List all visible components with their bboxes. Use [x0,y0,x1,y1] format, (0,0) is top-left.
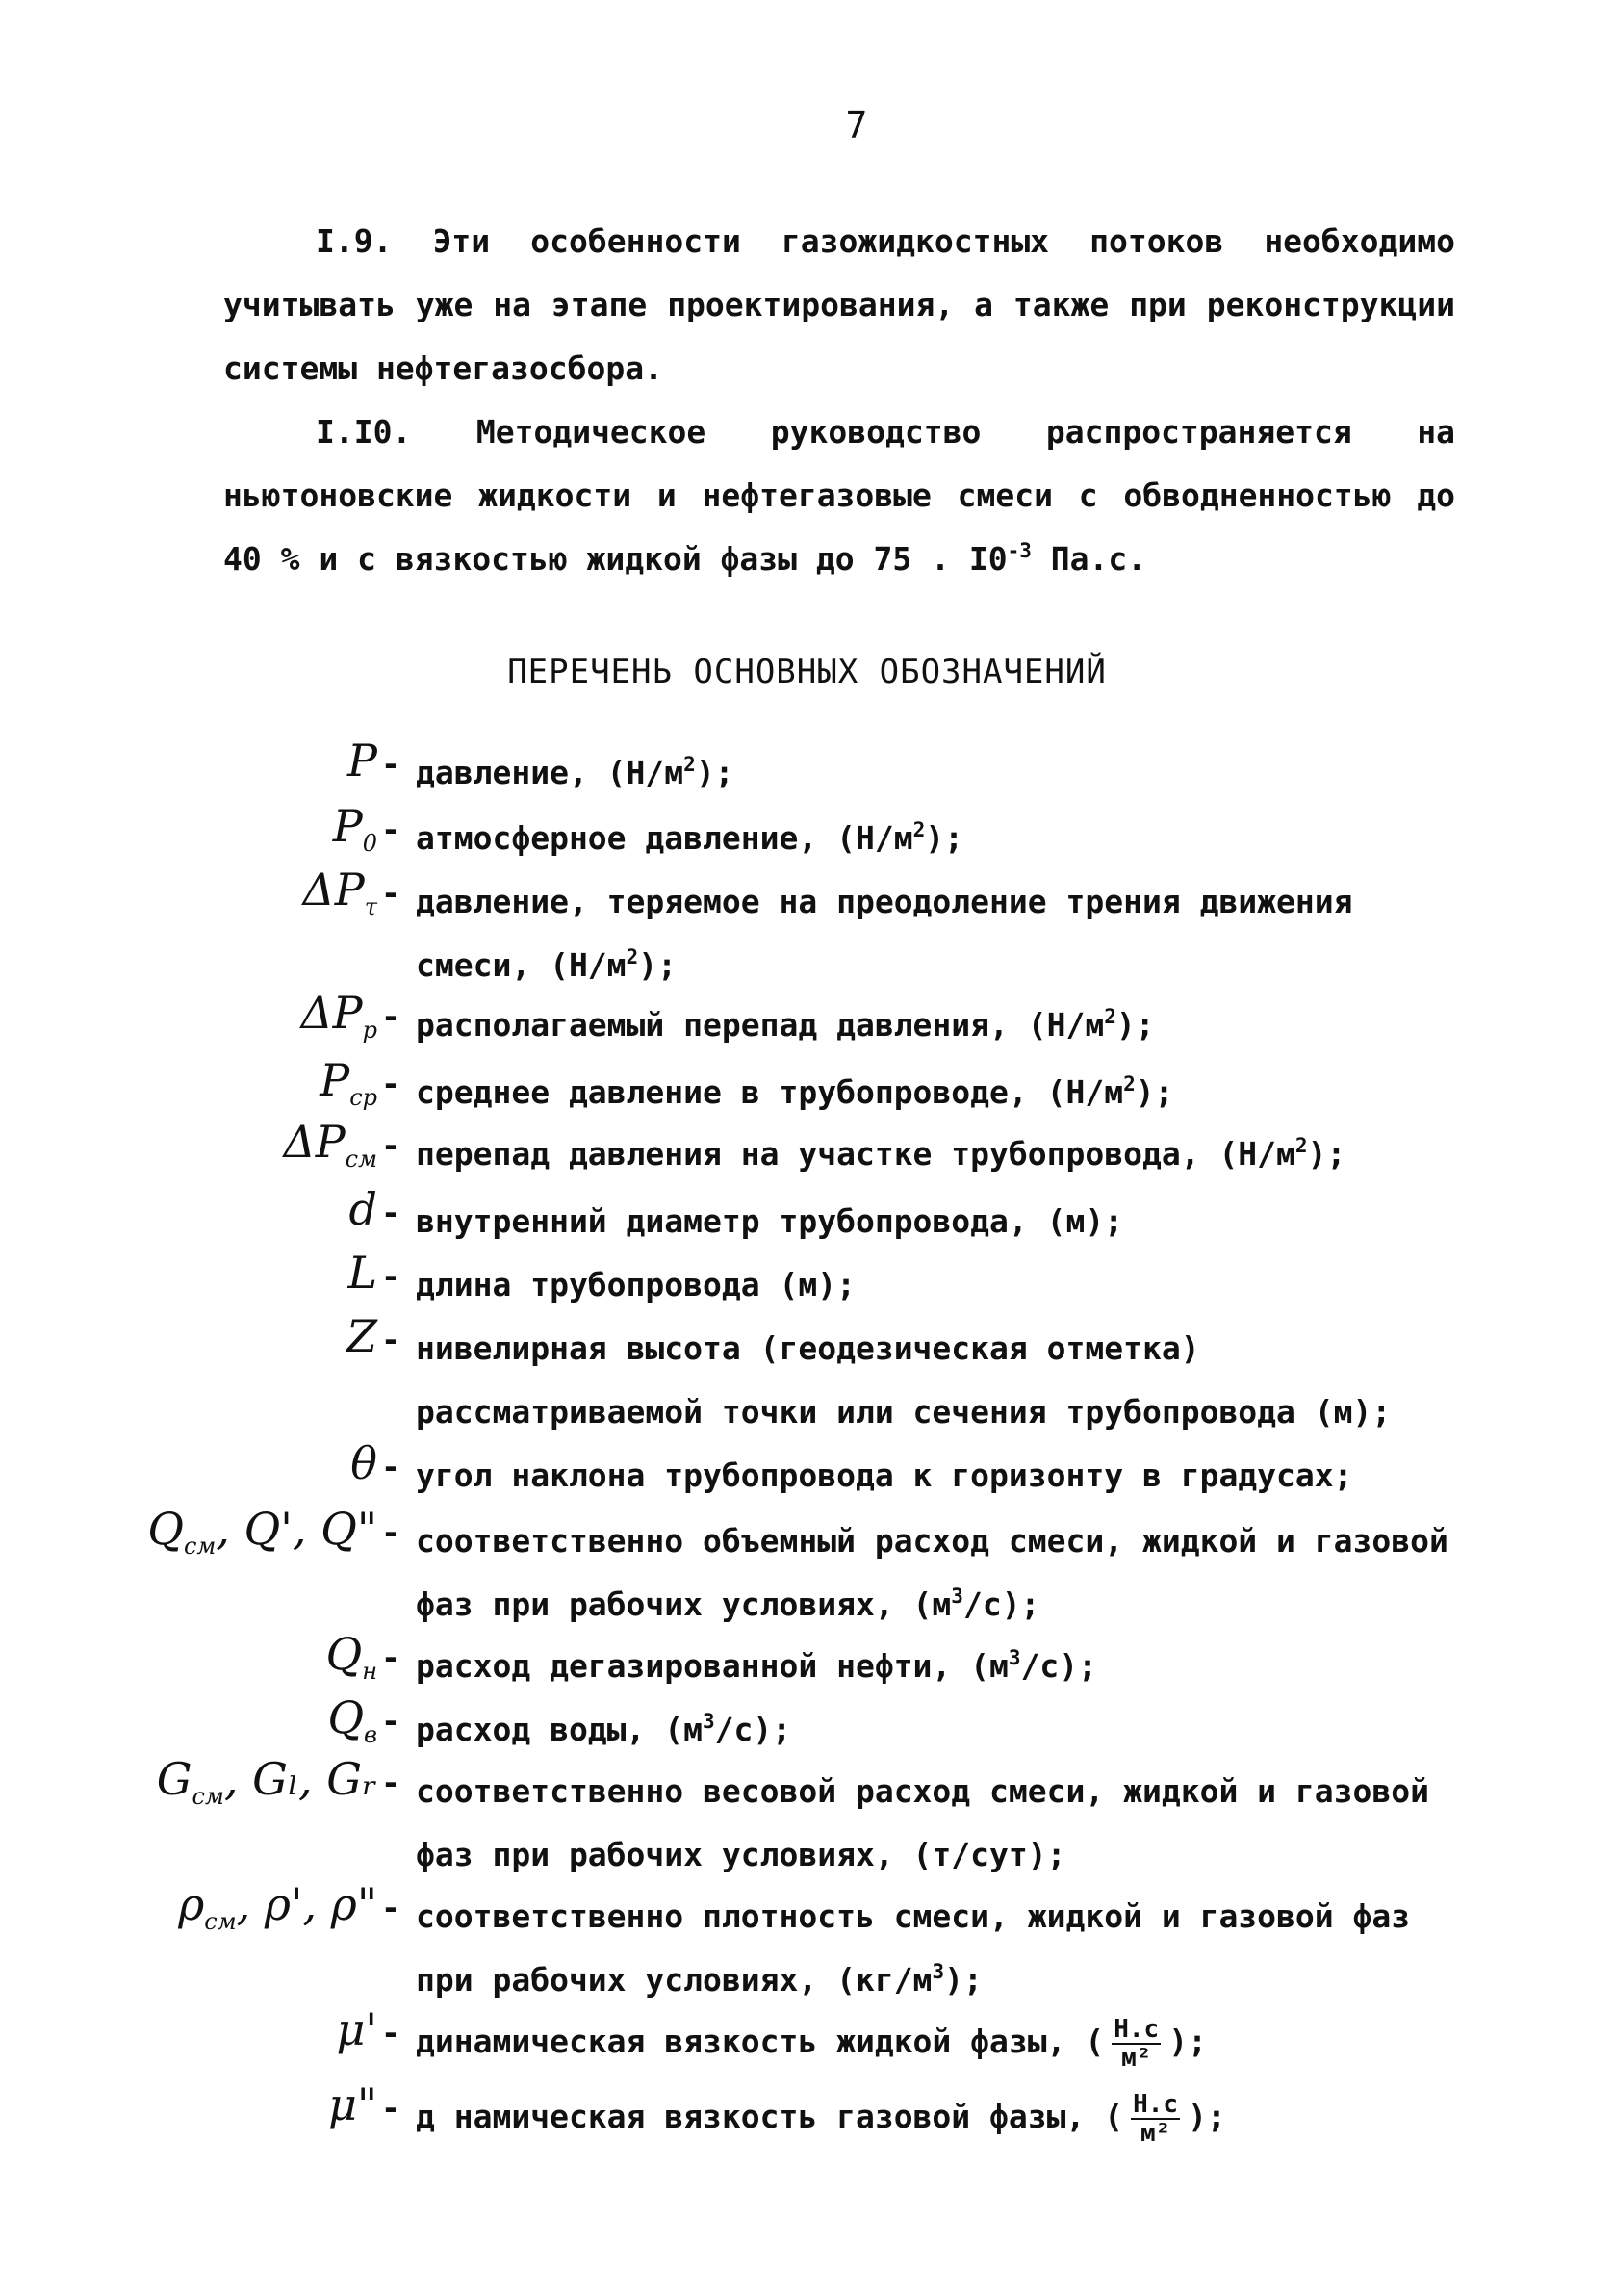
symbol [303,863,377,934]
symbol-subscript: н [362,1658,377,1686]
unit-exponent: 2 [1104,1005,1116,1028]
symbol-subscript: см [183,1533,217,1561]
symbol-subscript: τ [364,893,377,921]
unit-exponent: 2 [1294,1134,1308,1157]
symbol-main: Q [327,1691,365,1743]
definition-text [416,1635,1463,1698]
definition-text [416,2085,1463,2149]
definition-text-tail: ); [1188,2098,1226,2135]
definition-text-main: располагаемый перепад давления, (Н/м [416,1006,1105,1044]
symbol-main: ΔP [302,864,365,916]
symbol-main: μ" [327,2078,377,2130]
unit-fraction [1112,2016,1161,2072]
symbol [328,2077,377,2131]
symbol-main: Q [325,1628,363,1680]
definition-dash: - [381,1702,400,1740]
unit-exponent: 3 [1008,1646,1021,1669]
definition-text [416,1122,1463,1186]
symbol [333,799,377,870]
symbol [283,1115,377,1186]
definition-dash: - [381,2014,400,2051]
symbol-main: ΔP [300,987,363,1039]
fraction-numerator: Н.с [1133,2089,1179,2119]
unit-exponent: 2 [1123,1072,1136,1096]
definition-text [416,1190,1463,1253]
unit-fraction [1131,2091,1180,2147]
definition-dash: - [381,811,400,848]
definition-text [416,1253,1463,1317]
symbol-main: ΔP [283,1116,346,1168]
definition-text-main: давление, теряемое на преодоление трения движения смеси, (Н/м [416,883,1372,984]
definition-text-main: длина трубопровода (м); [416,1266,856,1303]
symbol-main: P [320,1054,350,1106]
definition-dash: - [381,1638,400,1676]
definition-text [416,1698,1463,1762]
unit-exponent: 3 [932,1960,945,1983]
symbol-main: L [347,1247,377,1299]
definition-dash: - [381,1764,400,1801]
symbol-main: θ [350,1437,377,1489]
definition-dash: - [381,874,400,912]
definition-text-main: угол наклона трубопровода к горизонту в градусах; [416,1457,1353,1494]
unit-exponent: 2 [626,945,639,968]
definition-dash: - [381,1448,400,1485]
definition-text-main: перепад давления на участке трубопровода, (Н/м [416,1135,1295,1173]
definition-dash: - [381,1194,400,1231]
symbol-subscript: см [192,1783,224,1811]
definition-text-main: динамическая вязкость жидкой фазы, ( [416,2023,1105,2060]
definition-text-main: расход дегазированной нефти, (м [416,1647,1009,1685]
definition-text-main: давление, (Н/м [416,754,684,791]
symbol-main: P [332,800,363,852]
symbol-subscript: в [364,1721,377,1749]
definition-text [416,1885,1463,2012]
definition-text-main: нивелирная высота (геодезическая отметка) рассматриваемой точки или сечения трубопровода (м); [416,1329,1392,1431]
definition-text [416,1444,1463,1508]
fraction-denominator: м² [1140,2118,1171,2148]
definition-text-tail: /с); [1020,1647,1098,1685]
definition-text-tail: /с); [962,1586,1040,1623]
definition-text [416,993,1463,1057]
definition-text [416,741,1463,805]
fraction-denominator: м² [1121,2043,1152,2073]
definition-text-tail: ); [1168,2023,1207,2060]
definition-text-tail: ); [925,819,963,857]
exponent: -3 [1007,539,1032,562]
definition-dash: - [381,1321,400,1358]
definition-text [416,1061,1463,1124]
definition-text-main: соответственно плотность смеси, жидкой и газовой фаз при рабочих условиях, (кг/м [416,1897,1429,1999]
symbol-main: Z [346,1310,377,1362]
definition-dash: - [381,1065,400,1102]
definition-text-tail: ); [1307,1135,1346,1173]
symbol [347,1246,377,1300]
symbol-subscript: р [362,1017,377,1045]
symbol-rest: , Q', Q" [216,1503,377,1555]
unit-exponent: 2 [683,753,696,776]
symbol [347,734,377,787]
symbol-subscript: см [345,1146,377,1174]
definition-text-main: соответственно объемный расход смеси, жидкой и газовой фаз при рабочих условиях, (м [416,1522,1468,1623]
fraction-numerator: Н.с [1114,2014,1160,2044]
definition-dash: - [381,1513,400,1551]
symbol-subscript: см [204,1908,237,1936]
definition-text [416,1509,1468,1637]
symbol [349,1182,377,1236]
definition-dash: - [381,745,400,783]
definition-text-main: внутренний диаметр трубопровода, (м); [416,1202,1124,1240]
definition-dash: - [381,1126,400,1164]
definition-text-tail: ); [944,1961,983,1999]
symbol [157,1752,377,1823]
definition-dash: - [381,1889,400,1926]
symbol-main: ρ [178,1878,205,1930]
definition-text-main: соответственно весовой расход смеси, жидкой и газовой фаз при рабочих условиях, (т/сут); [416,1772,1448,1873]
symbol-main: μ' [336,2003,377,2055]
definition-text [416,807,1463,870]
definition-text-tail: ); [695,754,734,791]
page-number: 7 [845,104,868,146]
definition-text-tail: ); [1135,1073,1174,1111]
paragraph-1-10-text: I.I0. Методическое руководство распространяется на ньютоновские жидкости и нефтегазовые смеси с обводненностью до 40 % и с вязкостью жидкой фазы до 75 . I0 [223,413,1474,578]
definition-dash: - [381,2089,400,2127]
unit-exponent: 3 [703,1710,715,1733]
definition-dash: - [381,997,400,1035]
definition-text-main: среднее давление в трубопроводе, (Н/м [416,1073,1124,1111]
definition-text-main: расход воды, (м [416,1711,704,1748]
unit-exponent: 3 [951,1585,963,1608]
definition-text-main: д намическая вязкость газовой фазы, ( [416,2098,1124,2135]
symbol [336,2002,377,2056]
symbol-main: Q [147,1503,184,1555]
definition-dash: - [381,1257,400,1295]
symbol-main: P [347,735,377,787]
symbol [178,1877,377,1948]
symbol [147,1502,377,1573]
symbol [346,1309,377,1363]
symbol-main: d [348,1183,377,1235]
symbol-rest: , ρ', ρ" [236,1878,377,1930]
definition-text-tail: ); [1115,1006,1155,1044]
definition-text-main: атмосферное давление, (Н/м [416,819,913,857]
symbol [350,1436,377,1490]
symbol-rest: , Gₗ, Gᵣ [223,1753,377,1805]
definition-text [416,1760,1463,1887]
unit-exponent: 2 [912,818,926,841]
definition-text-tail: ); [638,946,677,984]
symbol [325,1627,377,1698]
definition-text-tail: /с); [714,1711,792,1748]
symbol-subscript: ср [349,1084,377,1112]
symbol [300,986,377,1057]
section-heading: ПЕРЕЧЕНЬ ОСНОВНЫХ ОБОЗНАЧЕНИЙ [507,653,1107,691]
paragraph-1-9: I.9. Эти особенности газожидкостных потоков необходимо учитывать уже на этапе проектирования, а также при реконструкции системы нефтегазосбора. [223,222,1474,387]
symbol-subscript: 0 [362,830,377,858]
symbol-main: G [156,1753,192,1805]
definition-text [416,2010,1463,2074]
paragraph-1-10-tail: Па.с. [1031,540,1147,578]
definition-text [416,1317,1463,1444]
definition-text [416,870,1463,997]
